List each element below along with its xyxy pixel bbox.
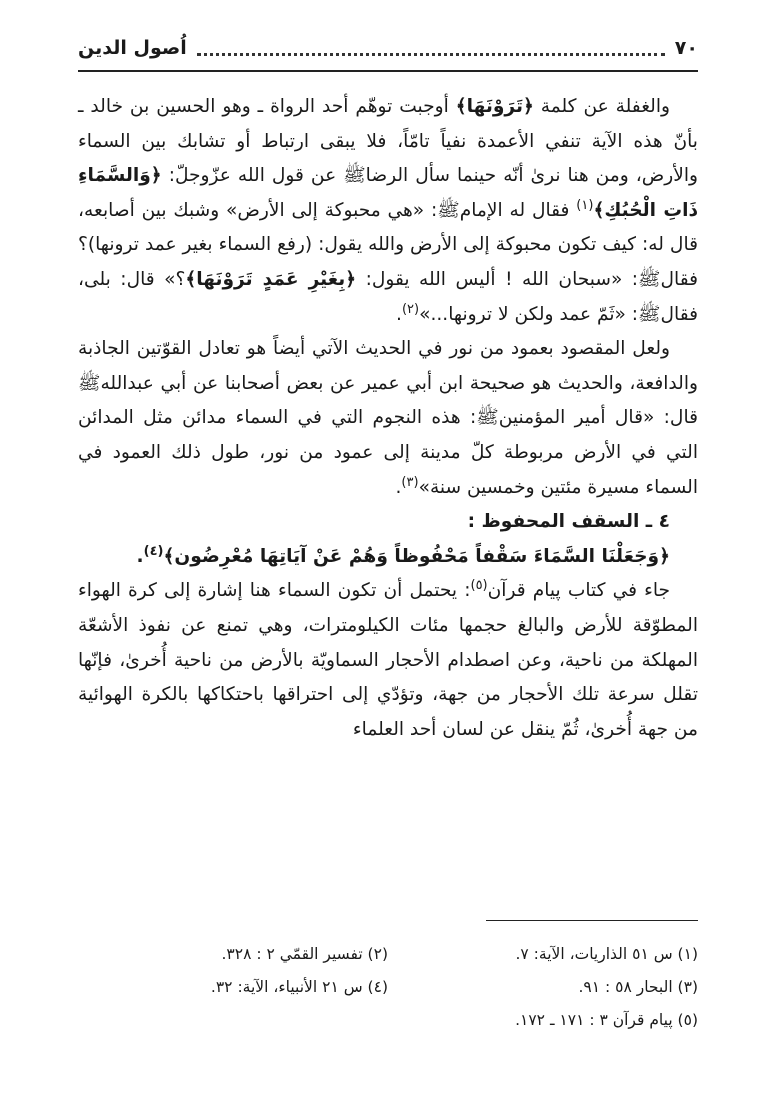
text-run: .: [136, 545, 144, 567]
footnote-item: (٥) پيام قرآن ٣ : ١٧١ ـ ١٧٢.: [515, 1011, 698, 1029]
text-run: ولعل المقصود بعمود من نور في الحديث الآتي أيضاً هو تعادل القوّتين الجاذبة والدافعة، والحديث هو صحيحة ابن أبي عمير عن بعض أصحابنا عن أبي عبداللهﷺ قال: «قال أمير المؤمنينﷺ: هذه النجوم التي في السماء مدائن مثل المدائن التي في الأرض مربوطة كلّ مدينة إلى عمود من نور، طول ذلك العمود في السماء مسيرة مئتين وخمسين سنة»: [78, 338, 698, 498]
footnote-ref[interactable]: (٥): [470, 578, 488, 594]
text-run: فقال له الإمامﷺ: «هي محبوكة إلى الأرض» وشبك بين أصابعه، قال له: كيف تكون محبوكة إلى الأرض والله يقول: (رفع السماء بغير عمد ترونها)؟ فقالﷺ: «سبحان الله ! أليس الله يقول:: [78, 199, 698, 290]
footnotes: [78, 938, 698, 1037]
dotted-leader: [197, 53, 665, 56]
footnote-ref[interactable]: (٢): [401, 301, 420, 317]
paragraph-3: [78, 574, 698, 747]
text-run: جاء في كتاب پيام قرآن: [487, 580, 670, 602]
footnote-item: (٤) س ٢١ الأنبياء، الآية: ٣٢.: [210, 978, 388, 996]
text-run: .: [395, 476, 402, 498]
footnote-item: (١) س ٥١ الذاريات، الآية: ٧.: [515, 945, 698, 963]
footnote-item: [78, 1004, 388, 1037]
header-rule: [78, 70, 698, 72]
text-run: والغفلة عن كلمة: [533, 96, 670, 117]
paragraph-1: [78, 90, 698, 332]
quran-verse: ﴿تَرَوْنَهَا﴾: [455, 96, 534, 117]
text-run: : يحتمل أن تكون السماء هنا إشارة إلى كرة الهواء المطوّقة للأرض والبالغ حجمها مئات الكيلومترات، وهي تمنع عن نفوذ الأشعّة المهلكة من ناحية، وعن اصطدام الأحجار السماويّة بالأرض من ناحية أُخرىٰ، فإنّها تقلل سرعة تلك الأحجار من جهة، وتؤدّي إلى احتراقها باحتكاكها بالكرة الهوائية من جهة أُخرىٰ، ثُمّ ينقل عن لسان أحد العلماء: [78, 580, 698, 740]
quran-verse: ﴿وَجَعَلْنَا السَّمَاءَ سَقْفاً مَحْفُوظاً وَهُمْ عَنْ آيَاتِهَا مُعْرِضُون﴾: [163, 545, 670, 567]
book-page: [78, 30, 698, 1070]
page-number: ٧٠: [674, 37, 698, 59]
text-run: ؟» قال: بلى، فقالﷺ: «ثَمّ عمد ولكن لا ترونها...»: [78, 268, 698, 325]
footnote-item: (٢) تفسير القمّي ٢ : ٣٢٨.: [221, 945, 388, 963]
main-text: [78, 90, 698, 747]
section-heading: ٤ ـ السقف المحفوظ :: [467, 511, 670, 533]
quran-verse: ﴿وَالسَّمَاءِ ذَاتِ الْحُبُكِ﴾: [78, 165, 698, 221]
paragraph-2: [78, 332, 698, 505]
text-run: .: [396, 303, 402, 325]
footnote-row: [78, 938, 698, 971]
footnote-row: [78, 1004, 698, 1037]
quran-verse: ﴿بِغَيْرِ عَمَدٍ تَرَوْنَهَا﴾: [185, 268, 357, 290]
footnote-row: [78, 971, 698, 1004]
footnote-rule: [486, 920, 698, 921]
footnote-ref[interactable]: (٣): [401, 474, 419, 490]
book-title: اُصول الدين: [78, 37, 187, 59]
paragraph-verse: [78, 540, 698, 575]
footnote-item: (٣) البحار ٥٨ : ٩١.: [578, 978, 698, 996]
footnote-ref[interactable]: (٤): [143, 543, 164, 559]
text-run: أوجبت توهّم أحد الرواة ـ وهو الحسين بن خالد ـ بأنّ هذه الآية تنفي الأعمدة نفياً تامّاً، فلا يبقى ارتباط أو تشابك بين السماء والأرض، ومن هنا نرىٰ أنّه حينما سأل الرضاﷺ عن قول الله عزّوجلّ:: [78, 96, 698, 187]
page-header: [78, 30, 698, 66]
footnote-ref[interactable]: (١): [576, 197, 594, 213]
